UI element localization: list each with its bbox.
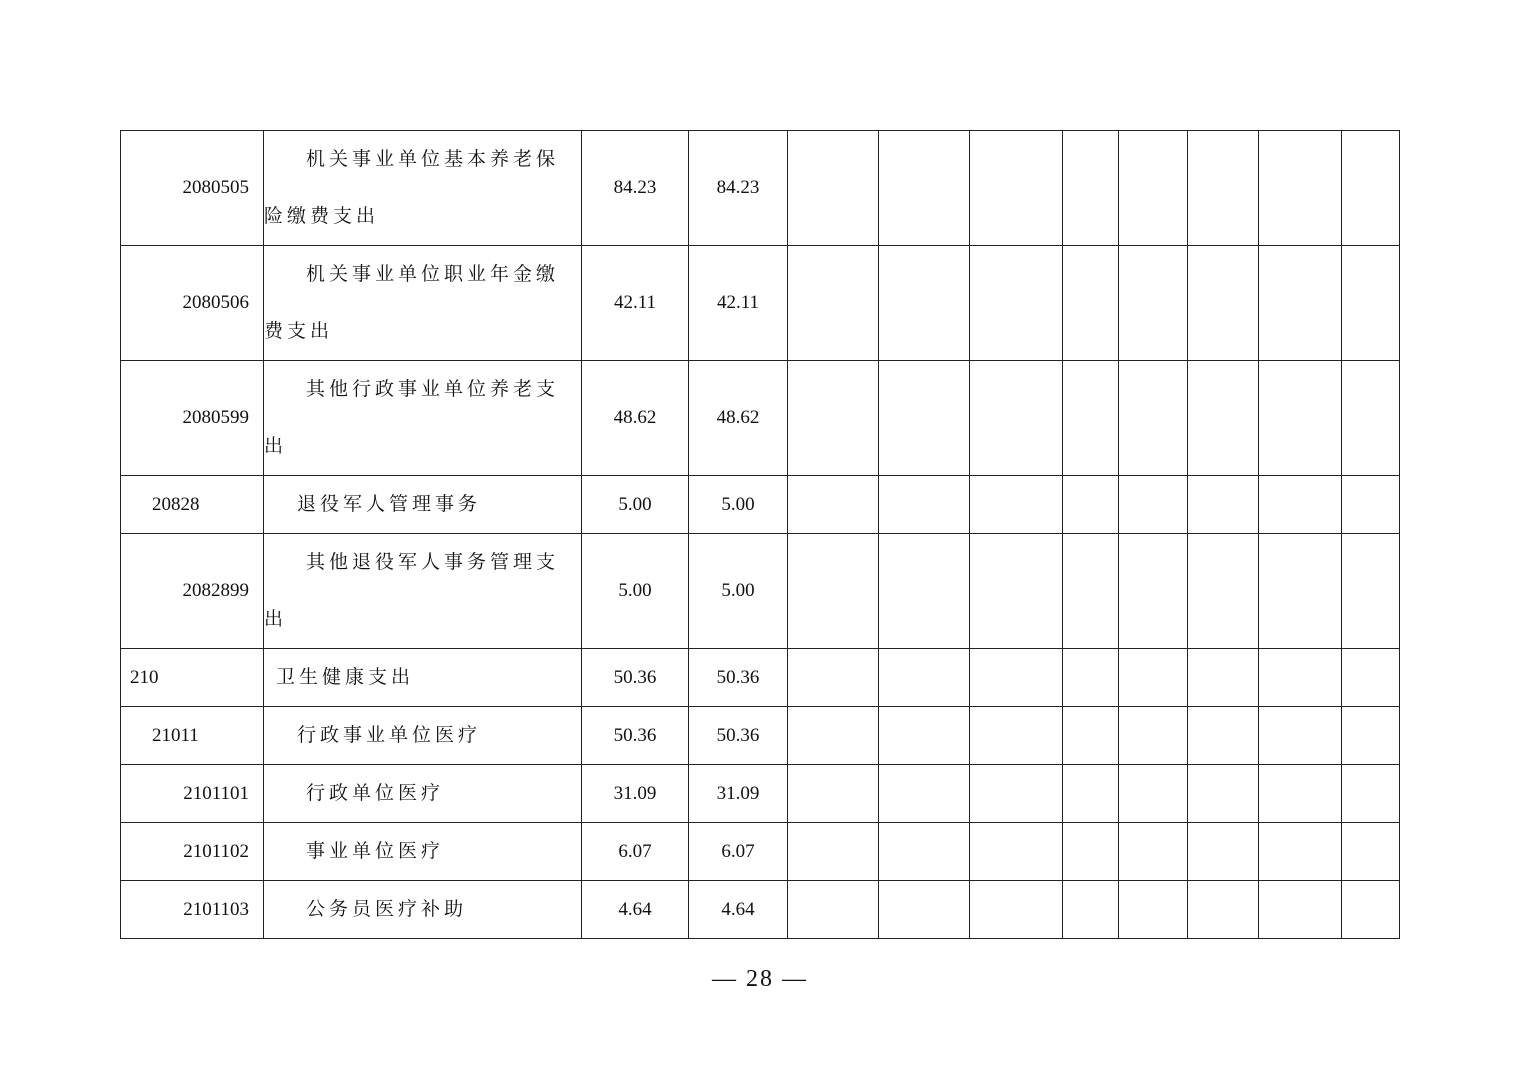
empty-cell bbox=[1119, 131, 1188, 246]
empty-cell bbox=[1063, 534, 1119, 649]
empty-cell bbox=[970, 823, 1063, 881]
row-name: 公务员医疗补助 bbox=[264, 881, 582, 939]
empty-cell bbox=[1188, 707, 1259, 765]
empty-cell bbox=[1259, 246, 1342, 361]
empty-cell bbox=[1119, 881, 1188, 939]
row-value-basic: 31.09 bbox=[689, 765, 788, 823]
row-value-total: 31.09 bbox=[582, 765, 689, 823]
empty-cell bbox=[1342, 823, 1400, 881]
empty-cell bbox=[1188, 649, 1259, 707]
empty-cell bbox=[1259, 707, 1342, 765]
empty-cell bbox=[1259, 881, 1342, 939]
row-code: 2101102 bbox=[121, 823, 264, 881]
table-row bbox=[121, 534, 1400, 649]
empty-cell bbox=[970, 131, 1063, 246]
empty-cell bbox=[970, 881, 1063, 939]
row-code: 2080505 bbox=[121, 131, 264, 246]
row-code: 210 bbox=[121, 649, 264, 707]
empty-cell bbox=[788, 649, 879, 707]
row-name: 行政单位医疗 bbox=[264, 765, 582, 823]
empty-cell bbox=[1259, 823, 1342, 881]
empty-cell bbox=[1119, 765, 1188, 823]
empty-cell bbox=[1063, 246, 1119, 361]
row-code: 20828 bbox=[121, 476, 264, 534]
row-value-total: 4.64 bbox=[582, 881, 689, 939]
empty-cell bbox=[1188, 881, 1259, 939]
table-row bbox=[121, 476, 1400, 534]
empty-cell bbox=[1342, 881, 1400, 939]
row-value-total: 50.36 bbox=[582, 707, 689, 765]
table-row bbox=[121, 361, 1400, 476]
empty-cell bbox=[788, 765, 879, 823]
empty-cell bbox=[1188, 534, 1259, 649]
empty-cell bbox=[970, 361, 1063, 476]
empty-cell bbox=[879, 823, 970, 881]
row-value-basic: 48.62 bbox=[689, 361, 788, 476]
empty-cell bbox=[970, 649, 1063, 707]
row-name: 其他退役军人事务管理支出 bbox=[264, 534, 582, 649]
empty-cell bbox=[788, 881, 879, 939]
empty-cell bbox=[1188, 131, 1259, 246]
row-value-basic: 6.07 bbox=[689, 823, 788, 881]
row-name: 机关事业单位职业年金缴费支出 bbox=[264, 246, 582, 361]
empty-cell bbox=[1063, 131, 1119, 246]
row-code: 2080599 bbox=[121, 361, 264, 476]
row-name: 卫生健康支出 bbox=[264, 649, 582, 707]
empty-cell bbox=[1259, 534, 1342, 649]
empty-cell bbox=[1063, 881, 1119, 939]
empty-cell bbox=[1063, 823, 1119, 881]
empty-cell bbox=[788, 476, 879, 534]
row-value-basic: 4.64 bbox=[689, 881, 788, 939]
row-name: 退役军人管理事务 bbox=[264, 476, 582, 534]
row-code: 2101103 bbox=[121, 881, 264, 939]
empty-cell bbox=[1342, 534, 1400, 649]
row-name: 其他行政事业单位养老支出 bbox=[264, 361, 582, 476]
empty-cell bbox=[1119, 534, 1188, 649]
empty-cell bbox=[788, 131, 879, 246]
empty-cell bbox=[1119, 649, 1188, 707]
row-value-basic: 50.36 bbox=[689, 707, 788, 765]
empty-cell bbox=[788, 707, 879, 765]
row-name: 事业单位医疗 bbox=[264, 823, 582, 881]
row-value-total: 50.36 bbox=[582, 649, 689, 707]
row-name: 机关事业单位基本养老保险缴费支出 bbox=[264, 131, 582, 246]
empty-cell bbox=[970, 476, 1063, 534]
empty-cell bbox=[1063, 649, 1119, 707]
empty-cell bbox=[1119, 476, 1188, 534]
row-value-basic: 5.00 bbox=[689, 476, 788, 534]
empty-cell bbox=[1342, 131, 1400, 246]
empty-cell bbox=[788, 823, 879, 881]
empty-cell bbox=[879, 361, 970, 476]
table-row bbox=[121, 246, 1400, 361]
empty-cell bbox=[879, 649, 970, 707]
row-value-total: 5.00 bbox=[582, 534, 689, 649]
empty-cell bbox=[879, 476, 970, 534]
budget-table bbox=[120, 130, 1400, 939]
empty-cell bbox=[879, 534, 970, 649]
table-row bbox=[121, 823, 1400, 881]
table-row bbox=[121, 881, 1400, 939]
row-code: 21011 bbox=[121, 707, 264, 765]
row-value-basic: 42.11 bbox=[689, 246, 788, 361]
empty-cell bbox=[1259, 361, 1342, 476]
row-value-total: 42.11 bbox=[582, 246, 689, 361]
row-value-basic: 84.23 bbox=[689, 131, 788, 246]
empty-cell bbox=[788, 361, 879, 476]
empty-cell bbox=[1188, 361, 1259, 476]
empty-cell bbox=[1063, 361, 1119, 476]
table-row bbox=[121, 649, 1400, 707]
empty-cell bbox=[788, 246, 879, 361]
empty-cell bbox=[1188, 823, 1259, 881]
row-value-total: 48.62 bbox=[582, 361, 689, 476]
empty-cell bbox=[1342, 361, 1400, 476]
row-value-basic: 50.36 bbox=[689, 649, 788, 707]
row-code: 2082899 bbox=[121, 534, 264, 649]
empty-cell bbox=[1342, 246, 1400, 361]
empty-cell bbox=[879, 246, 970, 361]
row-value-basic: 5.00 bbox=[689, 534, 788, 649]
empty-cell bbox=[1188, 246, 1259, 361]
empty-cell bbox=[1259, 765, 1342, 823]
empty-cell bbox=[879, 765, 970, 823]
empty-cell bbox=[1259, 131, 1342, 246]
row-code: 2080506 bbox=[121, 246, 264, 361]
empty-cell bbox=[1119, 707, 1188, 765]
empty-cell bbox=[879, 881, 970, 939]
empty-cell bbox=[1063, 707, 1119, 765]
empty-cell bbox=[970, 707, 1063, 765]
empty-cell bbox=[1342, 649, 1400, 707]
empty-cell bbox=[879, 707, 970, 765]
row-value-total: 5.00 bbox=[582, 476, 689, 534]
empty-cell bbox=[1063, 476, 1119, 534]
empty-cell bbox=[1063, 765, 1119, 823]
empty-cell bbox=[970, 765, 1063, 823]
empty-cell bbox=[1342, 765, 1400, 823]
table-row bbox=[121, 131, 1400, 246]
empty-cell bbox=[788, 534, 879, 649]
empty-cell bbox=[1188, 765, 1259, 823]
page-number: — 28 — bbox=[712, 966, 808, 992]
empty-cell bbox=[1188, 476, 1259, 534]
row-code: 2101101 bbox=[121, 765, 264, 823]
empty-cell bbox=[1259, 476, 1342, 534]
empty-cell bbox=[1119, 361, 1188, 476]
empty-cell bbox=[1259, 649, 1342, 707]
empty-cell bbox=[879, 131, 970, 246]
row-name: 行政事业单位医疗 bbox=[264, 707, 582, 765]
row-value-total: 6.07 bbox=[582, 823, 689, 881]
empty-cell bbox=[1342, 707, 1400, 765]
empty-cell bbox=[1119, 823, 1188, 881]
row-value-total: 84.23 bbox=[582, 131, 689, 246]
empty-cell bbox=[1342, 476, 1400, 534]
empty-cell bbox=[1119, 246, 1188, 361]
table-row bbox=[121, 707, 1400, 765]
empty-cell bbox=[970, 534, 1063, 649]
empty-cell bbox=[970, 246, 1063, 361]
table-row bbox=[121, 765, 1400, 823]
